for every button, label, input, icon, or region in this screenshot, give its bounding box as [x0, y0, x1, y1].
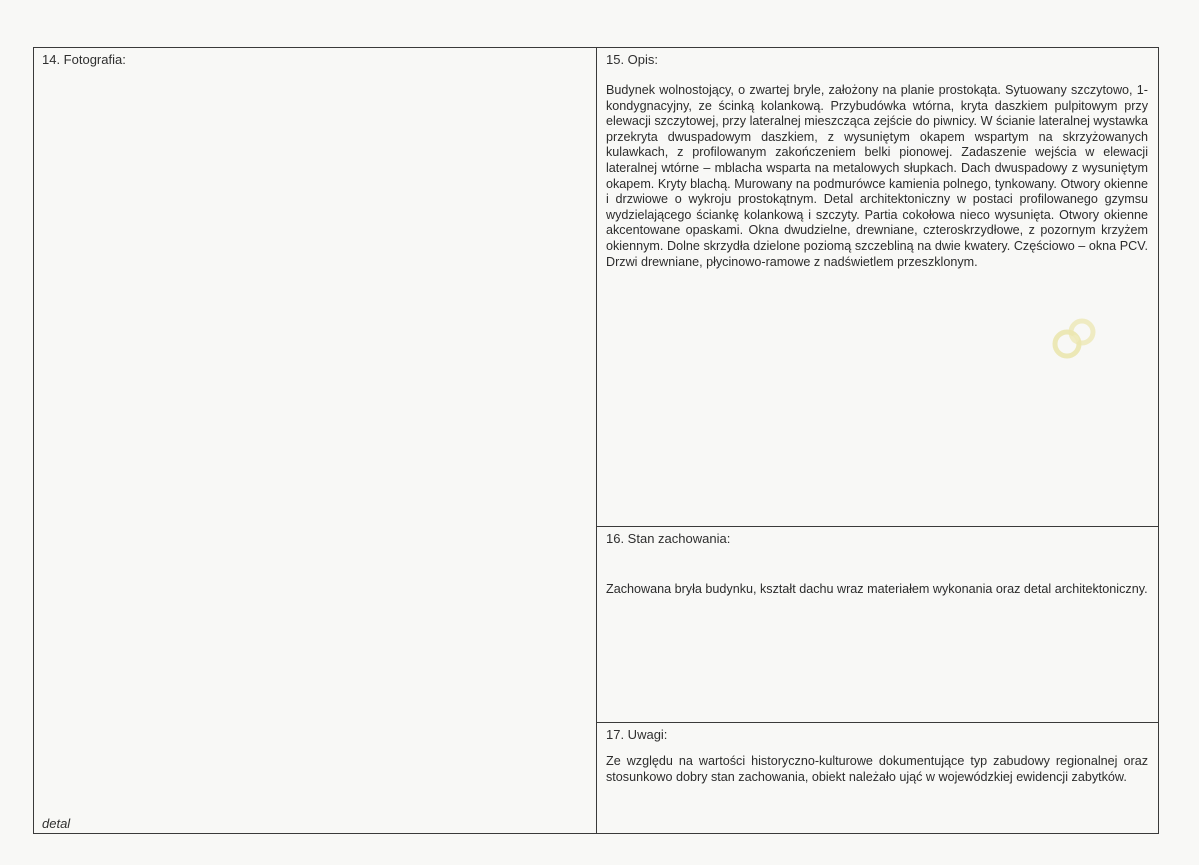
photo-section-label: 14. Fotografia:: [42, 52, 126, 67]
photo-caption: detal: [42, 816, 71, 831]
description-cell: [597, 48, 1158, 527]
details-column: [597, 48, 1158, 833]
remarks-cell: [597, 723, 1158, 833]
remarks-section-label: 17. Uwagi:: [606, 727, 668, 742]
condition-text: Zachowana bryła budynku, kształt dachu wraz materiałem wykonania oraz detal architektoniczny.: [606, 582, 1148, 596]
form-table: [33, 47, 1159, 834]
remarks-text: Ze względu na wartości historyczno-kulturowe dokumentujące typ zabudowy regionalnej oraz stosunkowo dobry stan zachowania, obiekt należało ująć w wojewódzkiej ewidencji zabytków.: [606, 754, 1148, 784]
photo-cell: [34, 48, 597, 833]
condition-section-label: 16. Stan zachowania:: [606, 531, 731, 546]
description-text: Budynek wolnostojący, o zwartej bryle, założony na planie prostokąta. Sytuowany szczytowo, 1-kondygnacyjny, ze ścinką kolankową. Przybudówka wtórna, kryta daszkiem pulpitowym przy elewacji szczytowej, przy lateralnej mieszcząca zejście do piwnicy. W ścianie lateralnej wystawka przekryta dwuspadowym daszkiem, z wysuniętym okapem wspartym na skrzyżowanych kulawkach, z profilowanym zakończeniem belki pionowej. Zadaszenie wejścia w elewacji lateralnej wtórne – mblacha wsparta na metalowych słupkach. Dach dwuspadowy z wysuniętym okapem. Kryty blachą. Murowany na podmurówce kamienia polnego, tynkowany. Otwory okienne i drzwiowe o wykroju prostokątnym. Detal architektoniczny w postaci profilowanego gzymsu wydzielającego ściankę kolankową i szczyty. Partia cokołowa nieco wysunięta. Otwory okienne akcentowane opaskami. Okna dwudzielne, drewniane, czteroskrzydłowe, z pozornym krzyżem okiennym. Dolne skrzydła dzielone poziomą szczebliną na dwie kwatery. Częściowo – okna PCV. Drzwi drewniane, płycinowo-ramowe z nadświetlem przeszklonym.: [606, 83, 1148, 269]
condition-cell: [597, 527, 1158, 723]
description-section-label: 15. Opis:: [606, 52, 659, 67]
